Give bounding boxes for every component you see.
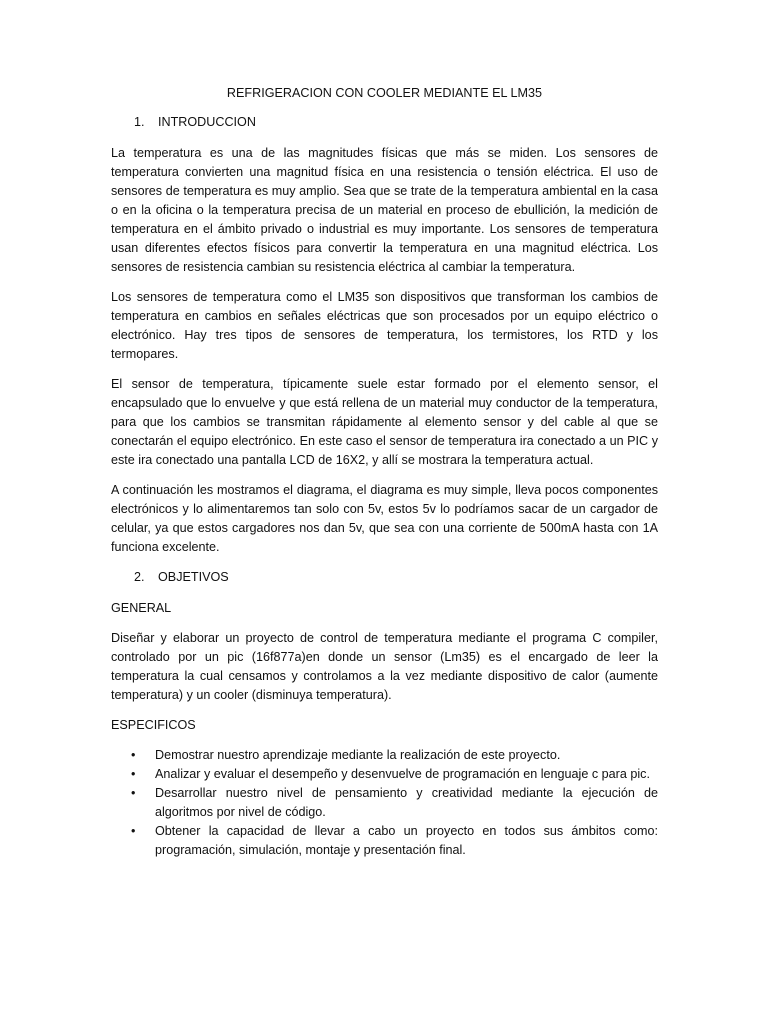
list-item bbox=[111, 822, 658, 860]
section-heading-objetivos bbox=[111, 568, 658, 587]
list-item-text: Desarrollar nuestro nivel de pensamiento y creatividad mediante la ejecución de algoritmos por nivel de código. bbox=[155, 786, 658, 819]
section-number: 1. bbox=[134, 115, 145, 129]
document-page bbox=[111, 84, 658, 860]
section-heading-text: INTRODUCCION bbox=[158, 115, 256, 129]
bullet-icon: • bbox=[131, 767, 136, 781]
section-number: 2. bbox=[134, 570, 145, 584]
bullet-icon: • bbox=[131, 748, 136, 762]
list-item-text: Analizar y evaluar el desempeño y desenvuelve de programación en lenguaje c para pic. bbox=[155, 767, 650, 781]
especificos-list bbox=[111, 746, 658, 860]
intro-paragraph: A continuación les mostramos el diagrama, el diagrama es muy simple, lleva pocos componentes electrónicos y lo alimentaremos tan solo con 5v, estos 5v lo podríamos sacar de un cargador de celular, ya que estos cargadores nos dan 5v, que sea con una corriente de 500mA hasta con 1A funciona excelente. bbox=[111, 483, 658, 554]
document-title: REFRIGERACION CON COOLER MEDIANTE EL LM35 bbox=[226, 86, 543, 100]
section-heading-introduccion bbox=[111, 113, 658, 132]
list-item bbox=[111, 784, 658, 822]
intro-paragraph: Los sensores de temperatura como el LM35 son dispositivos que transforman los cambios de temperatura en cambios en señales eléctricas que son procesados por un equipo eléctrico o electrónico. Hay tres tipos de sensores de temperatura, los termistores, los RTD y los termopares. bbox=[111, 290, 658, 361]
subheading-general: GENERAL bbox=[111, 601, 172, 615]
list-item-text: Obtener la capacidad de llevar a cabo un proyecto en todos sus ámbitos como: programación, simulación, montaje y presentación final. bbox=[155, 824, 658, 857]
section-heading-text: OBJETIVOS bbox=[158, 570, 229, 584]
list-item-text: Demostrar nuestro aprendizaje mediante la realización de este proyecto. bbox=[155, 748, 561, 762]
list-item bbox=[111, 746, 658, 765]
bullet-icon: • bbox=[131, 786, 136, 800]
intro-paragraph: El sensor de temperatura, típicamente suele estar formado por el elemento sensor, el encapsulado que lo envuelve y que está rellena de un material muy conductor de la temperatura, para que los cambios se transmitan rápidamente al elemento sensor y del cable al que se conectarán el equipo electrónico. En este caso el sensor de temperatura ira conectado a un PIC y este ira conectado una pantalla LCD de 16X2, y allí se mostrara la temperatura actual. bbox=[111, 377, 658, 467]
bullet-icon: • bbox=[131, 824, 136, 838]
general-paragraph: Diseñar y elaborar un proyecto de control de temperatura mediante el programa C compiler, controlado por un pic (16f877a)en donde un sensor (Lm35) es el encargado de leer la temperatura la cual censamos y controlamos a la vez mediante dispositivo de calor (aumente temperatura) y un cooler (disminuya temperatura). bbox=[111, 631, 658, 702]
intro-paragraph: La temperatura es una de las magnitudes físicas que más se miden. Los sensores de temperatura convierten una magnitud física en una resistencia o tensión eléctrica. El uso de sensores de temperatura es muy amplio. Sea que se trate de la temperatura ambiental en la casa o en la oficina o la temperatura precisa de un material en proceso de ebullición, la medición de temperatura en el ámbito privado o industrial es muy importante. Los sensores de temperatura usan diferentes efectos físicos para convertir la temperatura en una magnitud eléctrica. Los sensores de resistencia cambian su resistencia eléctrica al cambiar la temperatura. bbox=[111, 146, 658, 274]
subheading-especificos: ESPECIFICOS bbox=[111, 718, 196, 732]
list-item bbox=[111, 765, 658, 784]
